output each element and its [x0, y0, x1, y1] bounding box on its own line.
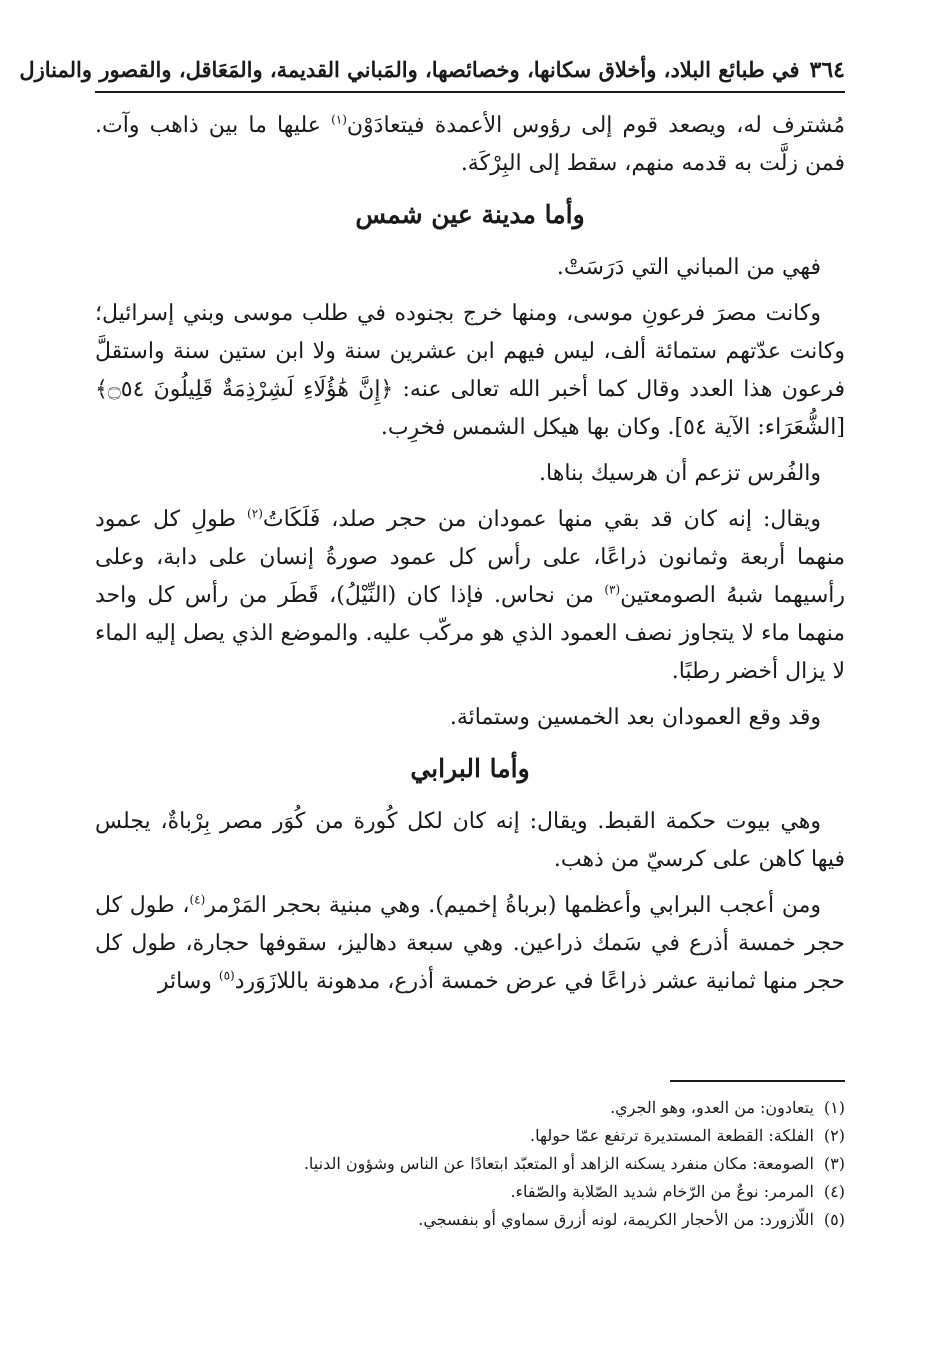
paragraph-4: والفُرس تزعم أن هرسيك بناها. — [539, 461, 821, 486]
paragraph-1 — [95, 107, 845, 183]
section-heading-barabi: وأما البرابي — [410, 754, 530, 783]
page-number: ٣٦٤ — [809, 57, 845, 83]
footnote — [95, 1206, 845, 1234]
footnote-ref-1[interactable]: (١) — [331, 112, 347, 127]
paragraph-2: فهي من المباني التي دَرَسَتْ. — [556, 255, 821, 280]
paragraph-5-part-c: من نحاس. فإذا كان (النِّيْلُ)، قَطَر من رأس كل واحد منهما ماء لا يتجاوز نصف العمود الذي هو مركّب عليه. والموضع الذي يصل إليه الماء لا يزال أخضر رطبًا. — [95, 583, 845, 684]
paragraph-8-part-a: ومن أعجب البرابي وأعظمها (برباةُ إخميم). وهي مبنية بحجر المَرْمر — [205, 893, 821, 918]
running-header — [19, 55, 845, 93]
paragraph-6: وقد وقع العمودان بعد الخمسين وستمائة. — [449, 705, 821, 730]
footnote — [95, 1094, 845, 1122]
paragraph-7: وهي بيوت حكمة القبط. ويقال: إنه كان لكل كُورة من كُوَر مصر بِرْباةٌ، يجلس فيها كاهن على كرسيّ من ذهب. — [95, 809, 845, 872]
paragraph-5-part-b: طولِ كل عمود منهما أربعة وثمانون ذراعًا، على رأس كل عمود صورةُ إنسان على دابة، وعلى رأسيهما شبهُ الصومعتين — [95, 507, 845, 608]
footnote-ref-5[interactable]: (٥) — [218, 968, 235, 983]
footnote-number: (٤) — [823, 1182, 845, 1201]
paragraph-3: وكانت مصرَ فرعونِ موسى، ومنها خرج بجنوده في طلب موسى وبني إسرائيل؛ وكانت عدّتهم ستمائة ألف، ليس فيهم ابن عشرين سنة ولا ابن ستين سنة واستقلَّ فرعون هذا العدد وقال كما أخبر الله تعالى عنه: ﴿إِنَّ هَٰؤُلَاءِ لَشِرْذِمَةٌ قَلِيلُونَ ۝٥٤﴾ [الشُّعَرَاء: الآية ٥٤]. وكان بها هيكل الشمس فخرِب. — [95, 301, 845, 440]
footnote-text: اللّازورد: من الأحجار الكريمة، لونه أزرق سماوي أو بنفسجي. — [418, 1210, 814, 1229]
footnote — [95, 1178, 845, 1206]
footnote-divider — [670, 1080, 845, 1082]
footnote-number: (١) — [823, 1098, 845, 1117]
paragraph-5 — [95, 501, 845, 691]
paragraph-8 — [95, 887, 845, 1001]
paragraph-5-part-a: ويقال: إنه كان قد بقي منها عمودان من حجر صلد، فَلَكَاتُ — [262, 507, 821, 532]
footnote — [95, 1122, 845, 1150]
paragraph-1-part-a: مُشترف له، ويصعد قوم إلى رؤوس الأعمدة فيتعادَوْن — [346, 113, 845, 138]
footnote-ref-3[interactable]: (٣) — [604, 582, 621, 597]
footnote-ref-4[interactable]: (٤) — [189, 892, 206, 907]
footnote-text: الفلكة: القطعة المستديرة ترتفع عمّا حولها. — [530, 1126, 814, 1145]
footnote-number: (٥) — [823, 1210, 845, 1229]
section-heading-ain-shams: وأما مدينة عين شمس — [355, 200, 585, 229]
footnotes-section — [95, 1080, 845, 1234]
footnote-number: (٣) — [823, 1154, 845, 1173]
footnote-ref-2[interactable]: (٢) — [247, 506, 263, 521]
running-title: في طبائع البلاد، وأخلاق سكانها، وخصائصها، والمَباني القديمة، والمَعَاقل، والقصور والمنازل — [19, 57, 800, 82]
footnote-text: الصومعة: مكان منفرد يسكنه الزاهد أو المتعبّد ابتعادًا عن الناس وشؤون الدنيا. — [303, 1154, 814, 1173]
footnote-number: (٢) — [823, 1126, 845, 1145]
footnote-text: المرمر: نوعٌ من الرّخام شديد الصّلابة والصّفاء. — [510, 1182, 814, 1201]
book-page — [19, 55, 845, 1315]
footnote-text: يتعادون: من العدو، وهو الجري. — [610, 1098, 814, 1117]
paragraph-8-part-b: ، طول كل حجر خمسة أذرع في سَمك ذراعين. وهي سبعة دهاليز، سقوفها حجارة، طول كل حجر منها ثمانية عشر ذراعًا في عرض خمسة أذرع، مدهونة باللازَوَرد — [95, 893, 845, 994]
paragraph-8-part-c: وسائر — [157, 969, 219, 994]
paragraph-1-part-b: عليها ما بين ذاهب وآت. فمن زلَّت به قدمه منهم، سقط إلى البِرْكَة. — [95, 113, 845, 176]
footnote — [95, 1150, 845, 1178]
